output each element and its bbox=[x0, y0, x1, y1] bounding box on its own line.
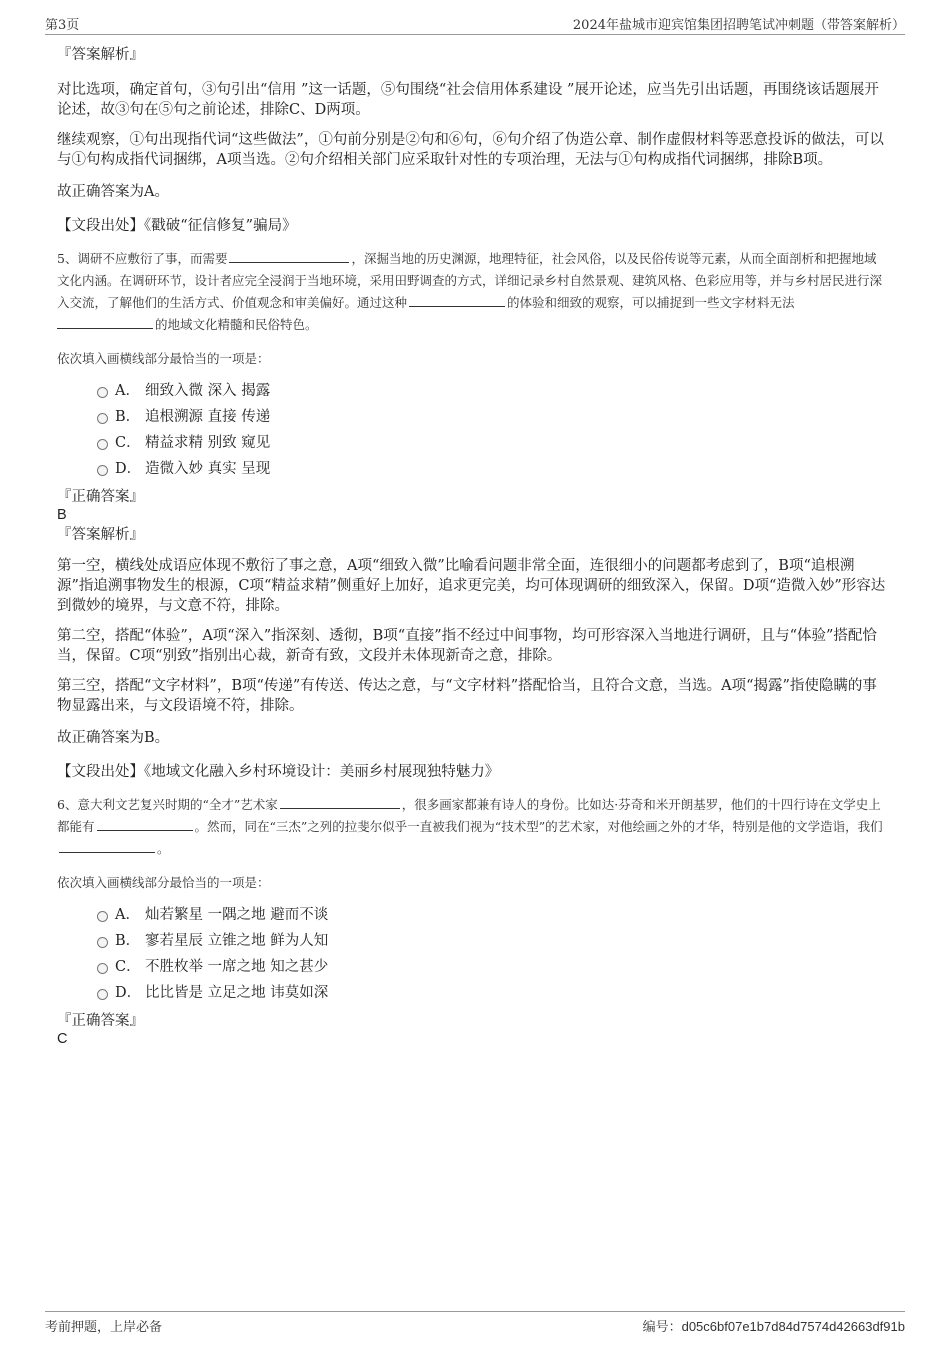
option-b[interactable] bbox=[57, 928, 887, 954]
radio-icon[interactable] bbox=[97, 963, 108, 974]
analysis-paragraph: 第一空，横线处成语应体现不敷衍了事之意，A项“细致入微”比喻看问题非常全面，连很细小的问题都考虑到了，B项“追根溯源”指追溯事物发生的根源，C项“精益求精”侧重好上加好，追求更完美，均可体现调研的细致深入，保留。D项“造微入妙”形容达到微妙的境界，与文意不符，排除。 bbox=[57, 558, 886, 614]
radio-icon[interactable] bbox=[97, 387, 108, 398]
option-text: 比比皆是 立足之地 讳莫如深 bbox=[145, 985, 329, 1001]
radio-icon[interactable] bbox=[97, 413, 108, 424]
source-citation: 【文段出处】《戳破“征信修复”骗局》 bbox=[57, 218, 297, 234]
fill-blank bbox=[97, 818, 193, 831]
footer-slogan: 考前押题，上岸必备 bbox=[45, 1320, 163, 1335]
source-citation: 【文段出处】《地域文化融入乡村环境设计：美丽乡村展现独特魅力》 bbox=[57, 764, 500, 780]
stem-text: 的体验和细致的观察，可以捕捉到一些文字材料无法 bbox=[507, 295, 795, 310]
radio-icon[interactable] bbox=[97, 465, 108, 476]
question-6 bbox=[57, 794, 887, 1048]
analysis-conclusion: 故正确答案为B。 bbox=[57, 730, 170, 746]
option-text: 精益求精 别致 窥见 bbox=[145, 435, 271, 451]
question-stem bbox=[57, 248, 887, 336]
option-letter: C． bbox=[115, 959, 141, 975]
option-a[interactable] bbox=[57, 378, 887, 404]
question-stem bbox=[57, 794, 887, 860]
radio-icon[interactable] bbox=[97, 911, 108, 922]
analysis-paragraph: 第二空，搭配“体验”，A项“深入”指深刻、透彻，B项“直接”指不经过中间事物，均可形容深入当地进行调研，且与“体验”搭配恰当，保留。C项“别致”指别出心裁，新奇有致，文段并未体现新奇之意，排除。 bbox=[57, 628, 877, 664]
option-b[interactable] bbox=[57, 404, 887, 430]
radio-icon[interactable] bbox=[97, 937, 108, 948]
question-prompt: 依次填入画横线部分最恰当的一项是： bbox=[57, 875, 270, 890]
option-text: 寥若星辰 立锥之地 鲜为人知 bbox=[145, 933, 329, 949]
option-d[interactable] bbox=[57, 980, 887, 1006]
option-letter: B． bbox=[115, 409, 141, 425]
page-content bbox=[57, 44, 887, 1048]
analysis-heading: 『答案解析』 bbox=[57, 47, 144, 63]
option-text: 造微入妙 真实 呈现 bbox=[145, 461, 271, 477]
stem-text: ，很多画家都兼有诗人的身份。比如达·芬奇和米开朗基罗，他们的十四行诗在文学史上都能有 bbox=[57, 797, 881, 834]
analysis-conclusion: 故正确答案为A。 bbox=[57, 184, 169, 200]
answer-value: B bbox=[57, 507, 67, 523]
analysis-paragraph: 对比选项，确定首句，③句引出“信用 ”这一话题，⑤句围绕“社会信用体系建设 ”展开论述，应当先引出话题，再围绕该话题展开论述，故③句在⑤句之前论述，排除C、D两项。 bbox=[57, 82, 879, 118]
fill-blank bbox=[59, 840, 155, 853]
document-title: 2024年盐城市迎宾馆集团招聘笔试冲刺题（带答案解析） bbox=[572, 18, 905, 33]
options-list bbox=[57, 902, 887, 1006]
question-prompt: 依次填入画横线部分最恰当的一项是： bbox=[57, 351, 270, 366]
code-label: 编号： bbox=[642, 1320, 682, 1335]
stem-text: ，深掘当地的历史渊源，地理特征，社会风俗，以及民俗传说等元素，从而全面剖析和把握地域文化内涵。在调研环节，设计者应完全浸润于当地环境，采用田野调查的方式，详细记录乡村自然景观、建筑风格、色彩应用等，并与乡村居民进行深入交流，了解他们的生活方式、价值观念和审美偏好。通过这种 bbox=[57, 251, 883, 310]
radio-icon[interactable] bbox=[97, 439, 108, 450]
page-footer bbox=[45, 1311, 905, 1334]
analysis-paragraph: 第三空，搭配“文字材料”，B项“传递”有传送、传达之意，与“文字材料”搭配恰当，且符合文意，当选。A项“揭露”指使隐瞒的事物显露出来，与文段语境不符，排除。 bbox=[57, 678, 877, 714]
option-text: 不胜枚举 一席之地 知之甚少 bbox=[145, 959, 329, 975]
option-a[interactable] bbox=[57, 902, 887, 928]
option-d[interactable] bbox=[57, 456, 887, 482]
option-letter: C． bbox=[115, 435, 141, 451]
options-list bbox=[57, 378, 887, 482]
radio-icon[interactable] bbox=[97, 989, 108, 1000]
analysis-paragraph: 继续观察，①句出现指代词“这些做法”，①句前分别是②句和⑥句，⑥句介绍了伪造公章、制作虚假材料等恶意投诉的做法，可以与①句构成指代词捆绑，A项当选。②句介绍相关部门应采取针对性的专项治理，无法与①句构成指代词捆绑，排除B项。 bbox=[57, 132, 884, 168]
option-text: 灿若繁星 一隅之地 避而不谈 bbox=[145, 907, 329, 923]
option-c[interactable] bbox=[57, 954, 887, 980]
stem-text: 6、意大利文艺复兴时期的“全才”艺术家 bbox=[57, 797, 278, 812]
page-header bbox=[45, 12, 905, 35]
answer-heading: 『正确答案』 bbox=[57, 1013, 144, 1029]
option-text: 细致入微 深入 揭露 bbox=[145, 383, 271, 399]
option-letter: D． bbox=[115, 985, 142, 1001]
option-letter: A． bbox=[115, 907, 140, 923]
question-4-analysis bbox=[57, 44, 887, 236]
option-c[interactable] bbox=[57, 430, 887, 456]
analysis-heading: 『答案解析』 bbox=[57, 527, 144, 543]
option-letter: B． bbox=[115, 933, 141, 949]
option-letter: A． bbox=[115, 383, 140, 399]
stem-text: 。 bbox=[157, 841, 170, 856]
document-code bbox=[643, 1316, 905, 1335]
option-text: 追根溯源 直接 传递 bbox=[145, 409, 271, 425]
stem-text: 的地域文化精髓和民俗特色。 bbox=[155, 317, 318, 332]
fill-blank bbox=[57, 316, 153, 329]
answer-heading: 『正确答案』 bbox=[57, 489, 144, 505]
option-letter: D． bbox=[115, 461, 142, 477]
answer-value: C bbox=[57, 1031, 68, 1047]
code-value: d05c6bf07e1b7d84d7574d42663df91b bbox=[681, 1319, 905, 1334]
page-number: 第3页 bbox=[45, 18, 80, 33]
stem-text: 。然而，同在“三杰”之列的拉斐尔似乎一直被我们视为“技术型”的艺术家，对他绘画之外的才华，特别是他的文学造诣，我们 bbox=[194, 819, 883, 834]
fill-blank bbox=[280, 796, 400, 809]
stem-text: 5、调研不应敷衍了事，而需要 bbox=[57, 251, 228, 266]
question-5 bbox=[57, 248, 887, 782]
fill-blank bbox=[409, 294, 505, 307]
fill-blank bbox=[229, 250, 349, 263]
